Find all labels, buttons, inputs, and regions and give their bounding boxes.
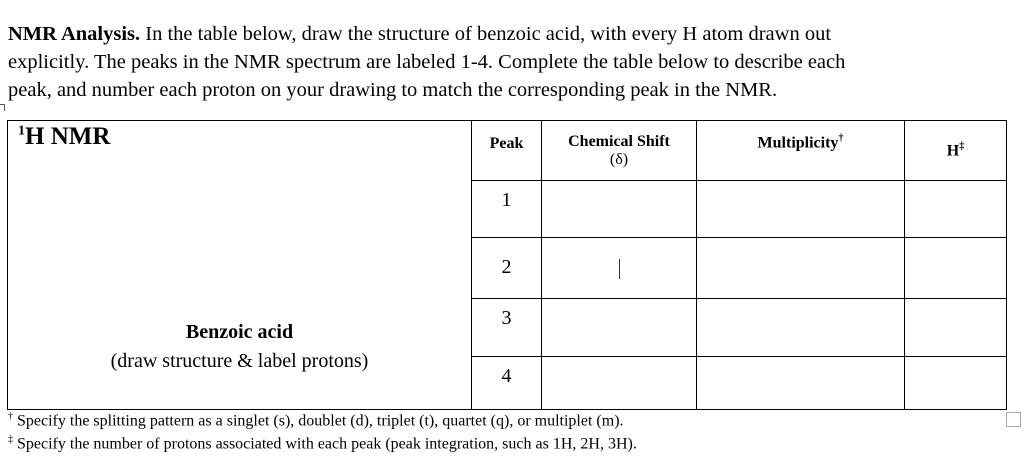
- peak-number: 1: [472, 181, 542, 238]
- header-h: H‡: [905, 121, 1007, 181]
- table-move-handle[interactable]: [0, 104, 5, 111]
- resize-handle[interactable]: [1006, 412, 1021, 427]
- footnote-h: ‡ Specify the number of protons associated with each peak (peak integration, such as 1H, 2H, 3H).: [8, 434, 637, 453]
- multiplicity-cell[interactable]: [697, 181, 905, 238]
- h-cell[interactable]: [905, 356, 1007, 409]
- instructions-line: explicitly. The peaks in the NMR spectrum are labeled 1-4. Complete the table below to describe each: [8, 51, 846, 73]
- instructions-line: peak, and number each proton on your drawing to match the corresponding peak in the NMR.: [8, 79, 778, 101]
- header-chemical-shift: Chemical Shift (δ): [542, 121, 697, 181]
- header-peak: Peak: [472, 121, 542, 181]
- shift-cell[interactable]: [542, 181, 697, 238]
- footnote-multiplicity: † Specify the splitting pattern as a singlet (s), doublet (d), triplet (t), quartet (q), or multiplet (m).: [8, 411, 624, 430]
- compound-name: Benzoic acid: [185, 321, 294, 343]
- instructions-line: In the table below, draw the structure of benzoic acid, with every H atom drawn out: [140, 23, 832, 45]
- compound-note: (draw structure & label protons): [110, 350, 369, 372]
- h-cell[interactable]: [905, 298, 1007, 356]
- structure-drawing-cell[interactable]: [8, 121, 472, 410]
- peak-number: 4: [472, 356, 542, 409]
- instructions: [8, 20, 1018, 104]
- nmr-title: $^1$H NMR: [18, 123, 111, 150]
- header-multiplicity: Multiplicity†: [697, 121, 905, 181]
- shift-cell[interactable]: [542, 238, 697, 298]
- nmr-table: [7, 120, 1007, 410]
- shift-cell[interactable]: [542, 298, 697, 356]
- h-cell[interactable]: [905, 181, 1007, 238]
- peak-number: 3: [472, 298, 542, 356]
- shift-cell[interactable]: [542, 356, 697, 409]
- multiplicity-cell[interactable]: [697, 356, 905, 409]
- multiplicity-cell[interactable]: [697, 238, 905, 298]
- text-cursor: [619, 259, 620, 279]
- instructions-heading: NMR Analysis.: [8, 23, 141, 45]
- h-cell[interactable]: [905, 238, 1007, 298]
- multiplicity-cell[interactable]: [697, 298, 905, 356]
- peak-number: 2: [472, 238, 542, 298]
